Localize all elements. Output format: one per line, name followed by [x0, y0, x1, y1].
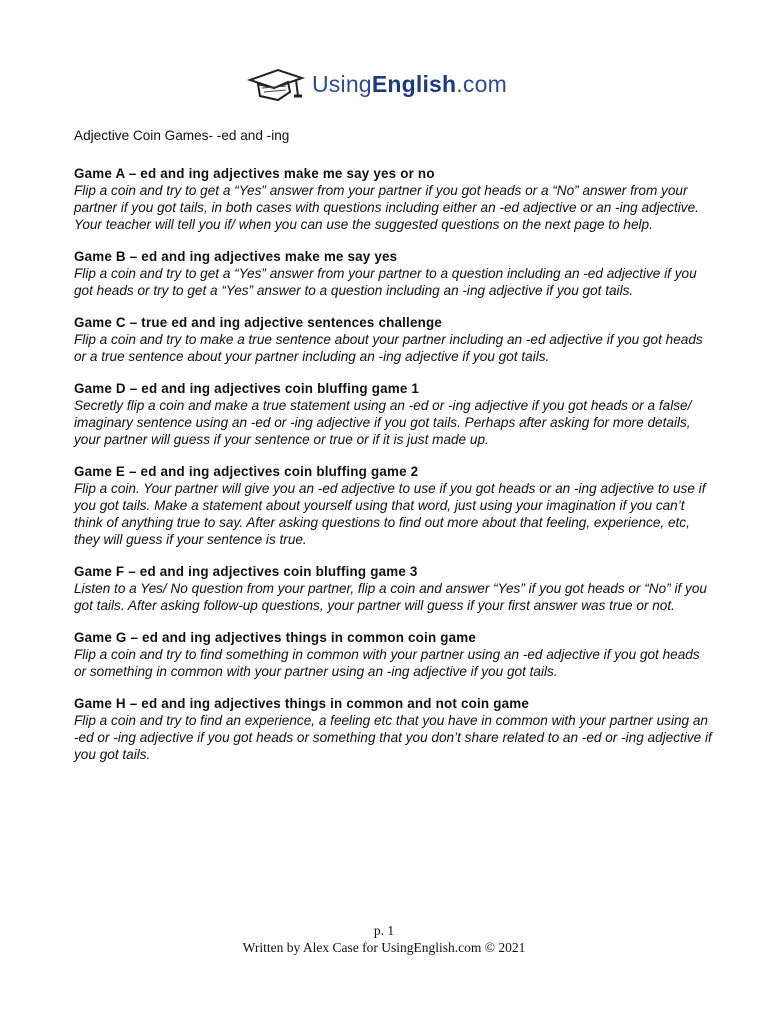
game-description: Flip a coin and try to get a “Yes” answer from your partner to a question including an -ed adjective if you got heads or try to get a “Yes” answer to a question including an -ing adjective if you got tails. [74, 266, 697, 298]
page-number: p. 1 [373, 923, 395, 938]
game-description: Flip a coin and try to find an experience, a feeling etc that you have in common with your partner using an -ed or -ing adjective if you got heads or something that you don’t share related to an -ed or -ing adjective if you got tails. [74, 713, 712, 762]
logo-text: UsingEnglish.com [312, 70, 507, 97]
game-title: Game H – ed and ing adjectives things in common and not coin game [74, 696, 529, 711]
game-description: Flip a coin and try to get a “Yes” answer from your partner if you got heads or a “No” answer from your partner if you got tails, in both cases with questions including either an -ed adjective or an -ing adjective. Your teacher will tell you if/ when you can use the suggested questions on the next page to help. [74, 183, 699, 232]
game-section [74, 314, 714, 365]
document-body [74, 128, 714, 778]
document-title: Adjective Coin Games- -ed and -ing [74, 128, 290, 143]
game-section [74, 695, 714, 763]
site-logo [246, 66, 507, 102]
game-description: Flip a coin. Your partner will give you an -ed adjective to use if you got heads or an -ing adjective to use if you got tails. Make a statement about yourself using that word, just using your imagination if you can’t think of anything true to say. After asking questions to find out more about that feeling, experience, etc, they will guess if your sentence is true. [74, 481, 706, 547]
game-title: Game C – true ed and ing adjective sentences challenge [74, 315, 443, 330]
game-title: Game B – ed and ing adjectives make me say yes [74, 249, 398, 264]
page-footer [0, 922, 768, 956]
game-title: Game F – ed and ing adjectives coin bluffing game 3 [74, 564, 418, 579]
game-section [74, 165, 714, 233]
game-description: Listen to a Yes/ No question from your partner, flip a coin and answer “Yes” if you got heads or “No” if you got tails. After asking follow-up questions, your partner will guess if your first answer was true or not. [74, 581, 707, 613]
game-title: Game A – ed and ing adjectives make me say yes or no [74, 166, 435, 181]
game-description: Flip a coin and try to find something in common with your partner using an -ed adjective if you got heads or something in common with your partner using an -ing adjective if you got tails. [74, 647, 700, 679]
game-section [74, 463, 714, 548]
game-section [74, 629, 714, 680]
footer-credit: Written by Alex Case for UsingEnglish.com © 2021 [242, 940, 526, 955]
graduation-cap-icon [246, 66, 306, 102]
game-title: Game E – ed and ing adjectives coin bluffing game 2 [74, 464, 419, 479]
game-description: Flip a coin and try to make a true sentence about your partner including an -ed adjective if you got heads or a true sentence about your partner including an -ing adjective if you got tails. [74, 332, 703, 364]
game-title: Game D – ed and ing adjectives coin bluffing game 1 [74, 381, 420, 396]
game-title: Game G – ed and ing adjectives things in common coin game [74, 630, 477, 645]
game-description: Secretly flip a coin and make a true statement using an -ed or -ing adjective if you got heads or a false/ imaginary sentence using an -ed or -ing adjective if you got tails. Perhaps after asking for more details, your partner will guess if your sentence or true or if it is just made up. [74, 398, 692, 447]
game-section [74, 380, 714, 448]
game-section [74, 563, 714, 614]
games-list [74, 165, 714, 763]
game-section [74, 248, 714, 299]
